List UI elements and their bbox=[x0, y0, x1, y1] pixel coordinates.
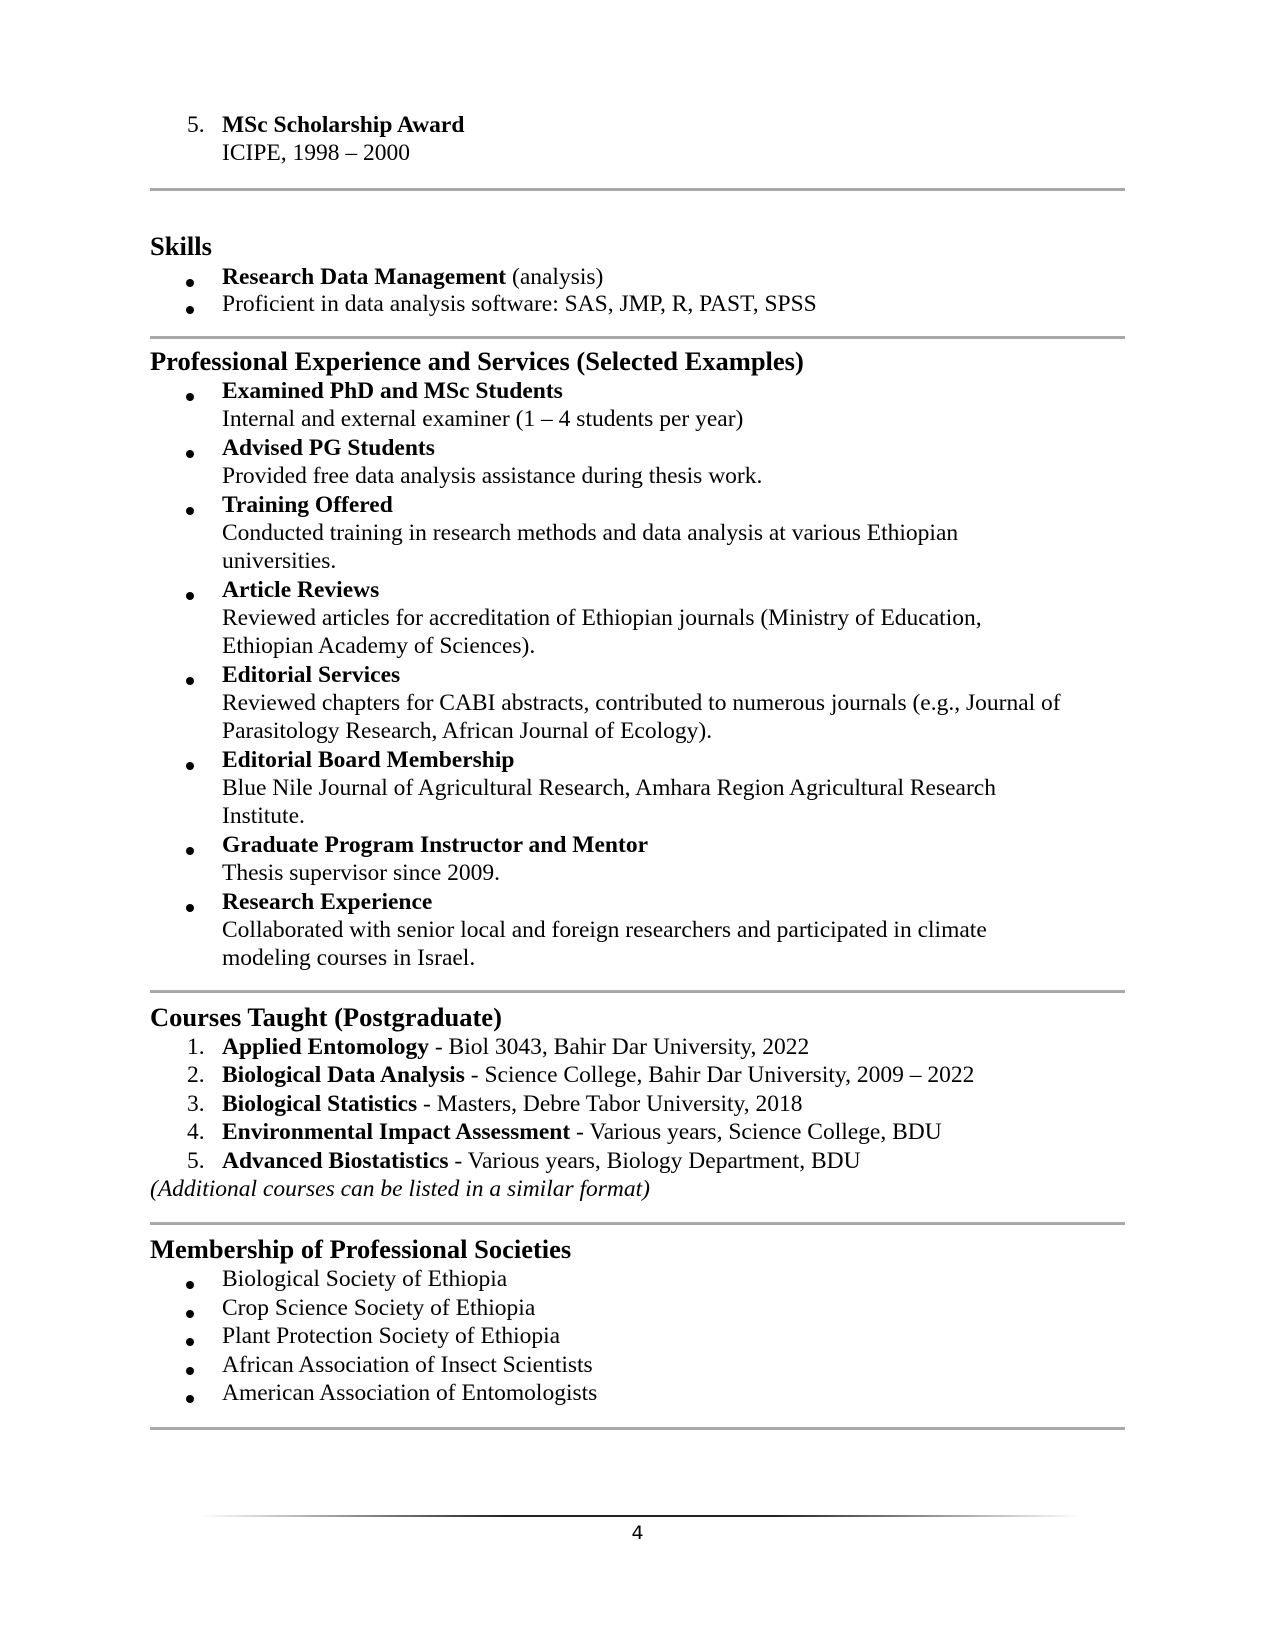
course-detail: - Biol 3043, Bahir Dar University, 2022 bbox=[428, 1034, 810, 1060]
award-title bbox=[222, 111, 464, 140]
bullet-icon bbox=[186, 677, 194, 685]
course-name: Applied Entomology bbox=[222, 1034, 429, 1060]
course-item bbox=[222, 1090, 803, 1119]
course-number: 2. bbox=[187, 1062, 205, 1088]
experience-item-title-text: Research Experience bbox=[222, 889, 433, 915]
page-number: 4 bbox=[631, 1522, 644, 1544]
experience-item-text: Conducted training in research methods and data analysis at various Ethiopian bbox=[222, 520, 959, 546]
course-name: Biological Data Analysis bbox=[222, 1062, 465, 1088]
section-divider bbox=[150, 188, 1125, 191]
bullet-icon bbox=[186, 592, 194, 600]
experience-item-text: Collaborated with senior local and foreign researchers and participated in climate bbox=[222, 917, 987, 943]
memberships-heading: Membership of Professional Societies bbox=[150, 1234, 572, 1264]
skills-item-bold: Research Data Management bbox=[222, 264, 507, 290]
experience-item-text: Parasitology Research, African Journal of Ecology). bbox=[222, 718, 713, 744]
course-item bbox=[222, 1033, 809, 1062]
experience-item-title-text: Training Offered bbox=[222, 492, 393, 518]
experience-item-title bbox=[222, 434, 435, 463]
course-number: 5. bbox=[187, 1148, 205, 1174]
experience-item-text: universities. bbox=[222, 548, 337, 574]
experience-item-title-text: Editorial Services bbox=[222, 662, 401, 688]
skills-item bbox=[222, 263, 603, 292]
experience-item-title bbox=[222, 491, 393, 520]
section-divider bbox=[150, 336, 1125, 339]
experience-item-text: Provided free data analysis assistance during thesis work. bbox=[222, 463, 763, 489]
bullet-icon bbox=[186, 1367, 194, 1375]
experience-heading: Professional Experience and Services (Selected Examples) bbox=[150, 346, 804, 376]
experience-item-text: Reviewed chapters for CABI abstracts, contributed to numerous journals (e.g., Journal of bbox=[222, 690, 1061, 716]
bullet-icon bbox=[186, 306, 194, 314]
skills-heading: Skills bbox=[150, 231, 212, 261]
bullet-icon bbox=[186, 393, 194, 401]
experience-item-title bbox=[222, 576, 379, 605]
bullet-icon bbox=[186, 1338, 194, 1346]
experience-item-title bbox=[222, 831, 648, 860]
courses-heading: Courses Taught (Postgraduate) bbox=[150, 1002, 502, 1032]
skills-item-text: (analysis) bbox=[506, 264, 604, 290]
course-detail: - Masters, Debre Tabor University, 2018 bbox=[417, 1091, 803, 1117]
course-number: 4. bbox=[187, 1119, 205, 1145]
experience-item-title bbox=[222, 888, 432, 917]
experience-item-title bbox=[222, 746, 514, 775]
skills-item: Proficient in data analysis software: SAS, JMP, R, PAST, SPSS bbox=[222, 291, 817, 317]
experience-item-title-text: Article Reviews bbox=[222, 577, 380, 603]
experience-item-title-text: Graduate Program Instructor and Mentor bbox=[222, 832, 648, 858]
bullet-icon bbox=[186, 847, 194, 855]
course-number: 1. bbox=[187, 1034, 205, 1060]
award-item-number: 5. bbox=[187, 112, 205, 138]
experience-item-title-text: Advised PG Students bbox=[222, 435, 435, 461]
experience-item-title bbox=[222, 661, 400, 690]
experience-item-text: Ethiopian Academy of Sciences). bbox=[222, 633, 536, 659]
course-item bbox=[222, 1147, 861, 1176]
experience-item-text: Blue Nile Journal of Agricultural Research, Amhara Region Agricultural Research bbox=[222, 775, 996, 801]
courses-note: (Additional courses can be listed in a similar format) bbox=[150, 1176, 650, 1202]
experience-item-text: Reviewed articles for accreditation of Ethiopian journals (Ministry of Education, bbox=[222, 605, 982, 631]
bullet-icon bbox=[186, 450, 194, 458]
course-name: Advanced Biostatistics bbox=[222, 1148, 449, 1174]
bullet-icon bbox=[186, 1310, 194, 1318]
footer-divider bbox=[200, 1515, 1080, 1517]
bullet-icon bbox=[186, 762, 194, 770]
course-detail: - Science College, Bahir Dar University, 2009 – 2022 bbox=[464, 1062, 975, 1088]
membership-item: American Association of Entomologists bbox=[222, 1380, 598, 1406]
membership-item: African Association of Insect Scientists bbox=[222, 1352, 593, 1378]
bullet-icon bbox=[186, 1281, 194, 1289]
section-divider bbox=[150, 1222, 1125, 1225]
course-number: 3. bbox=[187, 1091, 205, 1117]
experience-item-title bbox=[222, 377, 563, 406]
membership-item: Plant Protection Society of Ethiopia bbox=[222, 1323, 561, 1349]
bullet-icon bbox=[186, 1395, 194, 1403]
experience-item-text: Institute. bbox=[222, 803, 305, 829]
bullet-icon bbox=[186, 279, 194, 287]
experience-item-text: Internal and external examiner (1 – 4 students per year) bbox=[222, 406, 744, 432]
course-name: Environmental Impact Assessment bbox=[222, 1119, 571, 1145]
experience-item-title-text: Examined PhD and MSc Students bbox=[222, 378, 563, 404]
section-divider bbox=[150, 1427, 1125, 1430]
bullet-icon bbox=[186, 904, 194, 912]
membership-item: Crop Science Society of Ethiopia bbox=[222, 1295, 536, 1321]
course-item bbox=[222, 1061, 974, 1090]
experience-item-text: Thesis supervisor since 2009. bbox=[222, 860, 501, 886]
course-item bbox=[222, 1118, 942, 1147]
course-detail: - Various years, Biology Department, BDU bbox=[448, 1148, 861, 1174]
experience-item-text: modeling courses in Israel. bbox=[222, 945, 476, 971]
course-name: Biological Statistics bbox=[222, 1091, 418, 1117]
award-detail: ICIPE, 1998 – 2000 bbox=[222, 140, 410, 166]
experience-item-title-text: Editorial Board Membership bbox=[222, 747, 515, 773]
membership-item: Biological Society of Ethiopia bbox=[222, 1266, 508, 1292]
course-detail: - Various years, Science College, BDU bbox=[570, 1119, 942, 1145]
section-divider bbox=[150, 990, 1125, 993]
award-title-text: MSc Scholarship Award bbox=[222, 112, 465, 138]
bullet-icon bbox=[186, 507, 194, 515]
